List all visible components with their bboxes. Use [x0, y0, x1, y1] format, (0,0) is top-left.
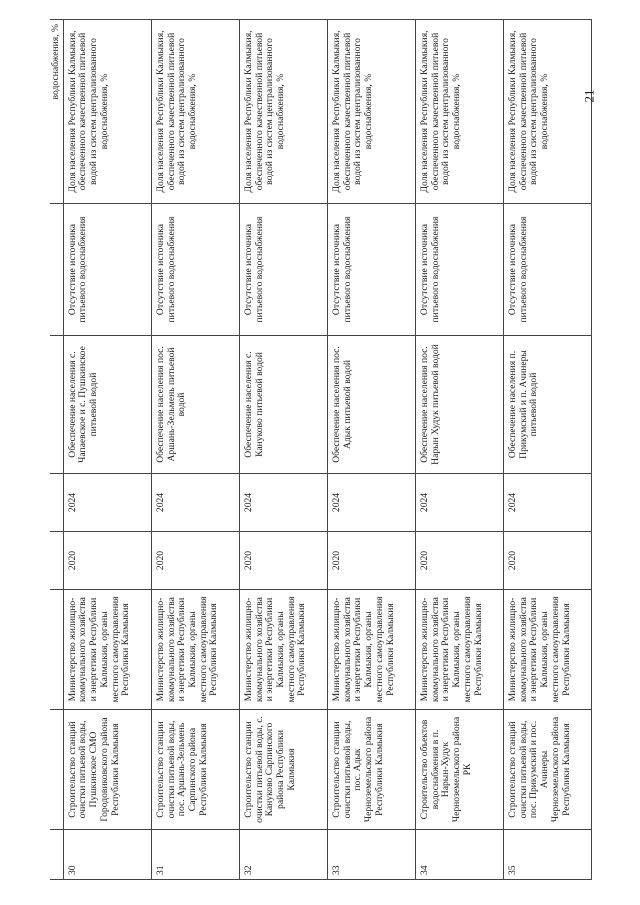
expected-result: Обеспечение населения с. Кануково питьевой водой [239, 336, 327, 474]
responsible-executor: Министерство жилищно-коммунального хозяйства и энергетики Республики Калмыкия, органы местного самоуправления Республики Калмыкия [415, 590, 503, 710]
problem-description: Отсутствие источника питьевого водоснабжения [63, 204, 151, 336]
expected-result: Обеспечение населения п. Прикумский и п. Ачинеры питьевой водой [503, 336, 591, 474]
table-row [327, 20, 415, 880]
end-year: 2024 [415, 474, 503, 532]
start-year: 2020 [63, 532, 151, 590]
problem-description: Отсутствие источника питьевого водоснабжения [239, 204, 327, 336]
responsible-executor: Министерство жилищно-коммунального хозяйства и энергетики Республики Калмыкия, органы местного самоуправления Республики Калмыкия [503, 590, 591, 710]
problem-description: Отсутствие источника питьевого водоснабжения [151, 204, 239, 336]
start-year: 2020 [503, 532, 591, 590]
responsible-executor: Министерство жилищно-коммунального хозяйства и энергетики Республики Калмыкия, органы местного самоуправления Республики Калмыкия [63, 590, 151, 710]
start-year: 2020 [327, 532, 415, 590]
table-continuation-row [50, 20, 63, 880]
table-row [151, 20, 239, 880]
continuation-indicator-text: водоснабжения, % [50, 20, 63, 204]
row-number: 35 [503, 830, 591, 880]
start-year: 2020 [239, 532, 327, 590]
target-indicator: Доля населения Республики Калмыкия, обеспеченного качественной питьевой водой из систем централизованного водоснабжения, % [63, 20, 151, 204]
measure-name: Строительство станций очистки питьевой воды, пос. Прикумский и пос. Ачинеры Черноземельского района Республики Калмыкия [503, 710, 591, 830]
start-year: 2020 [415, 532, 503, 590]
row-number: 33 [327, 830, 415, 880]
target-indicator: Доля населения Республики Калмыкия, обеспеченного качественной питьевой водой из систем централизованного водоснабжения, % [151, 20, 239, 204]
measure-name: Строительство станций очистки питьевой воды, Пушкинское СМО Городовиковского района Республики Калмыкия [63, 710, 151, 830]
responsible-executor: Министерство жилищно-коммунального хозяйства и энергетики Республики Калмыкия, органы местного самоуправления Республики Калмыкия [239, 590, 327, 710]
responsible-executor: Министерство жилищно-коммунального хозяйства и энергетики Республики Калмыкия, органы местного самоуправления Республики Калмыкия [151, 590, 239, 710]
end-year: 2024 [327, 474, 415, 532]
target-indicator: Доля населения Республики Калмыкия, обеспеченного качественной питьевой водой из систем централизованного водоснабжения, % [503, 20, 591, 204]
table-row [239, 20, 327, 880]
page-number: 21 [581, 89, 597, 103]
table-row [63, 20, 151, 880]
row-number: 31 [151, 830, 239, 880]
end-year: 2024 [503, 474, 591, 532]
program-table [50, 19, 592, 880]
row-number: 32 [239, 830, 327, 880]
expected-result: Обеспечение населения пос. Адык питьевой водой [327, 336, 415, 474]
problem-description: Отсутствие источника питьевого водоснабжения [327, 204, 415, 336]
measure-name: Строительство объектов водоснабжения в п. Нарын-Худук Черноземельского района РК [415, 710, 503, 830]
target-indicator: Доля населения Республики Калмыкия, обеспеченного качественной питьевой водой из систем централизованного водоснабжения, % [327, 20, 415, 204]
measure-name: Строительство станции очистки питьевой воды, пос. Адык Черноземельского района Республики Калмыкия [327, 710, 415, 830]
end-year: 2024 [151, 474, 239, 532]
expected-result: Обеспечение населения с. Чапаевское и с. Пушкинское питьевой водой [63, 336, 151, 474]
target-indicator: Доля населения Республики Калмыкия, обеспеченного качественной питьевой водой из систем централизованного водоснабжения, % [239, 20, 327, 204]
problem-description: Отсутствие источника питьевого водоснабжения [415, 204, 503, 336]
target-indicator: Доля населения Республики Калмыкия, обеспеченного качественной питьевой водой из систем централизованного водоснабжения, % [415, 20, 503, 204]
end-year: 2024 [63, 474, 151, 532]
start-year: 2020 [151, 532, 239, 590]
row-number: 34 [415, 830, 503, 880]
expected-result: Обеспечение населения пос. Аршань-Зельмень питьевой водой [151, 336, 239, 474]
rotated-table-container [50, 20, 592, 880]
table-row [415, 20, 503, 880]
problem-description: Отсутствие источника питьевого водоснабжения [503, 204, 591, 336]
measure-name: Строительство станции очистки питьевой воды, с. Кануково Сарпинского района Республики Калмыкия [239, 710, 327, 830]
end-year: 2024 [239, 474, 327, 532]
measure-name: Строительство станции очистки питьевой воды, пос. Аршань-Зельмень Сарпинского района Республики Калмыкия [151, 710, 239, 830]
responsible-executor: Министерство жилищно-коммунального хозяйства и энергетики Республики Калмыкия, органы местного самоуправления Республики Калмыкия [327, 590, 415, 710]
expected-result: Обеспечение населения пос. Нарын Худук питьевой водой [415, 336, 503, 474]
table-row [503, 20, 591, 880]
row-number: 30 [63, 830, 151, 880]
